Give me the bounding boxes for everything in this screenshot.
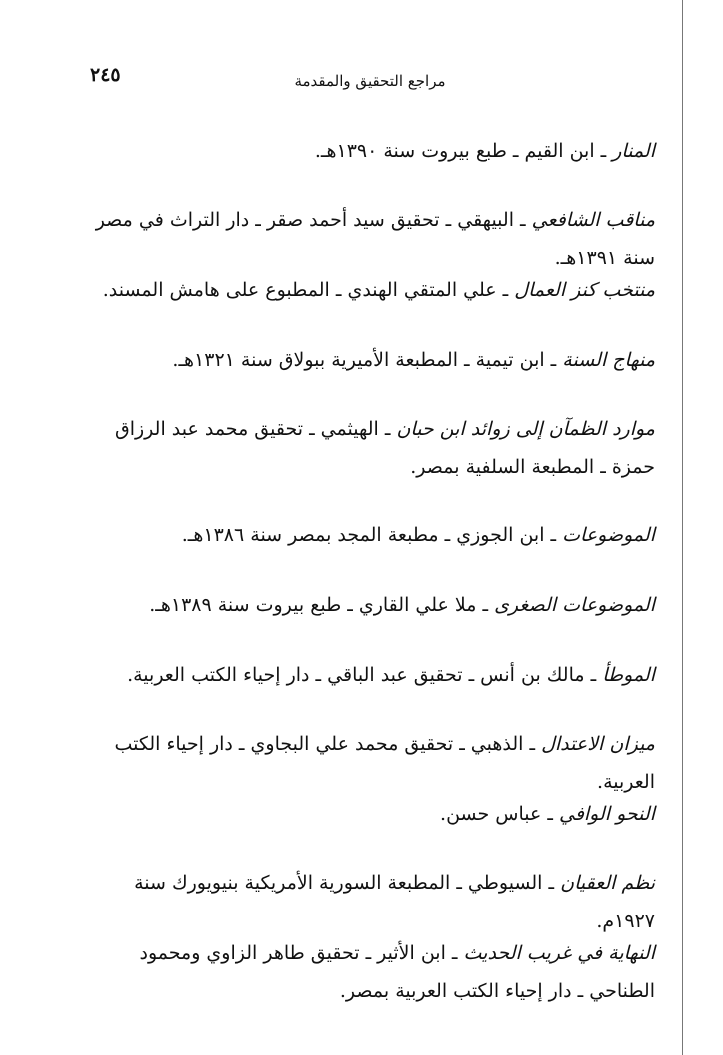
entry-title: النحو الوافي bbox=[558, 803, 655, 825]
bibliography-entry bbox=[72, 656, 655, 694]
bibliography-entry bbox=[72, 410, 655, 486]
bibliography-entry bbox=[72, 795, 655, 833]
entry-title: النهاية في غريب الحديث bbox=[463, 942, 655, 964]
page-number: ٢٤٥ bbox=[90, 64, 121, 86]
bibliography-entry bbox=[72, 725, 655, 801]
bibliography-entry bbox=[72, 201, 655, 277]
bibliography-entry bbox=[72, 934, 655, 1010]
entry-title: ميزان الاعتدال bbox=[541, 733, 655, 755]
bibliography-entry bbox=[72, 341, 655, 379]
entry-details: ـ ابن تيمية ـ المطبعة الأميرية ببولاق سنة ١٣٢١هـ. bbox=[172, 349, 563, 371]
page-edge-rule bbox=[682, 0, 683, 1055]
entry-title: الموطأ bbox=[602, 664, 655, 686]
entry-title: الموضوعات bbox=[562, 524, 655, 546]
bibliography-list bbox=[72, 0, 655, 1055]
entry-title: الموضوعات الصغرى bbox=[494, 594, 655, 616]
entry-title: المنار bbox=[612, 140, 655, 162]
bibliography-entry bbox=[72, 271, 655, 309]
entry-details: ـ ابن القيم ـ طبع بيروت سنة ١٣٩٠هـ. bbox=[314, 140, 613, 162]
entry-details: ـ ملا علي القاري ـ طبع بيروت سنة ١٣٨٩هـ. bbox=[149, 594, 495, 616]
entry-details: ـ السيوطي ـ المطبعة السورية الأمريكية بنيويورك سنة ١٩٢٧م. bbox=[134, 872, 655, 932]
entry-title: نظم العقيان bbox=[560, 872, 655, 894]
bibliography-entry bbox=[72, 586, 655, 624]
bibliography-entry bbox=[72, 864, 655, 940]
entry-details: ـ الهيثمي ـ تحقيق محمد عبد الرزاق حمزة ـ المطبعة السلفية بمصر. bbox=[114, 418, 655, 478]
entry-details: ـ البيهقي ـ تحقيق سيد أحمد صقر ـ دار التراث في مصر سنة ١٣٩١هـ. bbox=[95, 209, 655, 269]
entry-details: ـ الذهبي ـ تحقيق محمد علي البجاوي ـ دار إحياء الكتب العربية. bbox=[114, 733, 655, 793]
bibliography-entry bbox=[72, 516, 655, 554]
entry-title: مناقب الشافعي bbox=[531, 209, 655, 231]
entry-title: منهاج السنة bbox=[562, 349, 655, 371]
entry-details: ـ علي المتقي الهندي ـ المطبوع على هامش المسند. bbox=[102, 279, 515, 301]
entry-details: ـ عباس حسن. bbox=[440, 803, 559, 825]
entry-title: موارد الظمآن إلى زوائد ابن حبان bbox=[396, 418, 655, 440]
entry-details: ـ مالك بن أنس ـ تحقيق عبد الباقي ـ دار إحياء الكتب العربية. bbox=[127, 664, 603, 686]
bibliography-entry bbox=[72, 132, 655, 170]
entry-details: ـ ابن الأثير ـ تحقيق طاهر الزاوي ومحمود الطناحي ـ دار إحياء الكتب العربية بمصر. bbox=[139, 942, 655, 1002]
running-title: مراجع التحقيق والمقدمة bbox=[294, 72, 446, 90]
entry-title: منتخب كنز العمال bbox=[514, 279, 655, 301]
entry-details: ـ ابن الجوزي ـ مطبعة المجد بمصر سنة ١٣٨٦هـ. bbox=[181, 524, 563, 546]
